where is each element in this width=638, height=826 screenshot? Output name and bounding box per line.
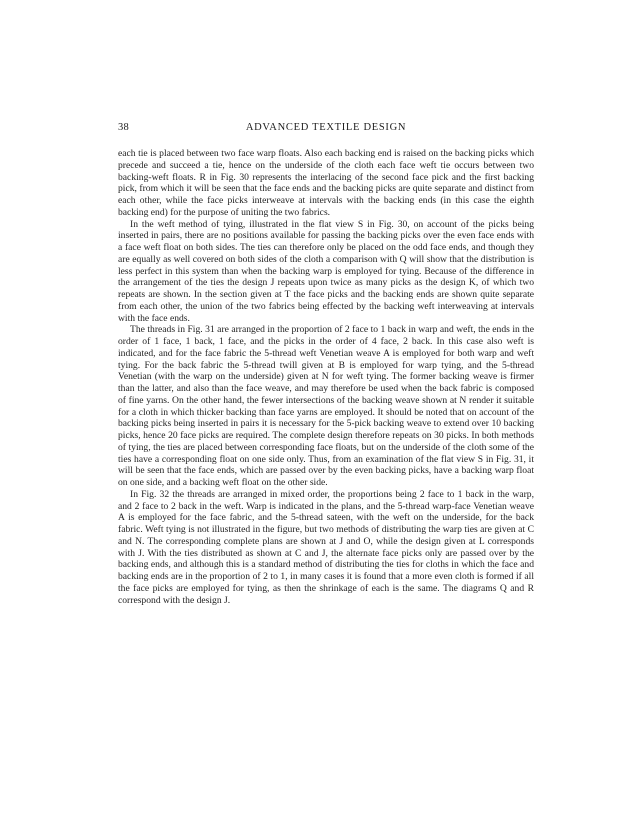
page-header — [118, 122, 534, 138]
body-text — [118, 148, 534, 606]
page-number: 38 — [118, 122, 129, 133]
paragraph-fig-31: The threads in Fig. 31 are arranged in the proportion of 2 face to 1 back in warp and weft, the ends in the order of 1 face, 1 back, 1 face, and the picks in the order of 4 face, 2 back. In this case also weft is indicated, and for the face fabric the 5-thread weft Venetian weave A is employed for both warp and weft tying. For the back fabric the 5-thread twill given at B is employed for warp tying, and the 5-thread Venetian (with the warp on the underside) given at N for weft tying. The former backing weave is firmer than the latter, and also than the face weave, and may therefore be used when the back fabric is composed of fine yarns. On the other hand, the fewer intersections of the backing weave shown at N render it suitable for a cloth in which thicker backing than face yarns are employed. It should be noted that on account of the backing picks being inserted in pairs it is necessary for the 5-pick backing weave to extend over 10 backing picks, hence 20 face picks are required. The complete design therefore repeats on 30 picks. In both methods of tying, the ties are placed between corresponding face floats, but on the underside of the cloth some of the ties have a corresponding float on one side only. Thus, from an examination of the flat view S in Fig. 31, it will be seen that the face ends, which are passed over by the even backing picks, have a backing warp float on one side, and a backing weft float on the other side. — [118, 324, 534, 488]
paragraph-continuation: each tie is placed between two face warp floats. Also each backing end is raised on the backing picks which precede and succeed a tie, hence on the underside of the cloth each face weft tie occurs between two backing-weft floats. R in Fig. 30 represents the interlacing of the second face pick and the first backing pick, from which it will be seen that the face ends and the backing picks are quite separate and distinct from each other, while the face picks interweave at intervals with the backing ends (in this case the eighth backing end) for the purpose of uniting the two fabrics. — [118, 148, 534, 218]
running-title: ADVANCED TEXTILE DESIGN — [245, 122, 407, 133]
paragraph-weft-tying: In the weft method of tying, illustrated in the flat view S in Fig. 30, on account of the picks being inserted in pairs, there are no positions available for passing the backing picks over the even face ends with a face weft float on both sides. The ties can therefore only be placed on the odd face ends, and though they are equally as well covered on both sides of the cloth a comparison with Q will show that the distribution is less perfect in this system than when the backing warp is employed for tying. Because of the difference in the arrangement of the ties the design J repeats upon twice as many picks as the design K, of which two repeats are shown. In the section given at T the face picks and the backing ends are shown quite separate from each other, the union of the two fabrics being effected by the backing weft interweaving at intervals with the face ends. — [118, 218, 534, 324]
paragraph-fig-32: In Fig. 32 the threads are arranged in mixed order, the proportions being 2 face to 1 back in the warp, and 2 face to 2 back in the weft. Warp is indicated in the plans, and the 5-thread warp-face Venetian weave A is employed for the face fabric, and the 5-thread sateen, with the weft on the underside, for the back fabric. Weft tying is not illustrated in the figure, but two methods of distributing the warp ties are given at C and N. The corresponding complete plans are shown at J and O, while the design given at L corresponds with J. With the ties distributed as shown at C and J, the alternate face picks only are passed over by the backing ends, and although this is a standard method of distributing the ties for cloths in which the face and backing ends are in the proportion of 2 to 1, in many cases it is found that a more even cloth is formed if all the face picks are employed for tying, as then the shrinkage of each is the same. The diagrams Q and R correspond with the design J. — [118, 488, 534, 606]
